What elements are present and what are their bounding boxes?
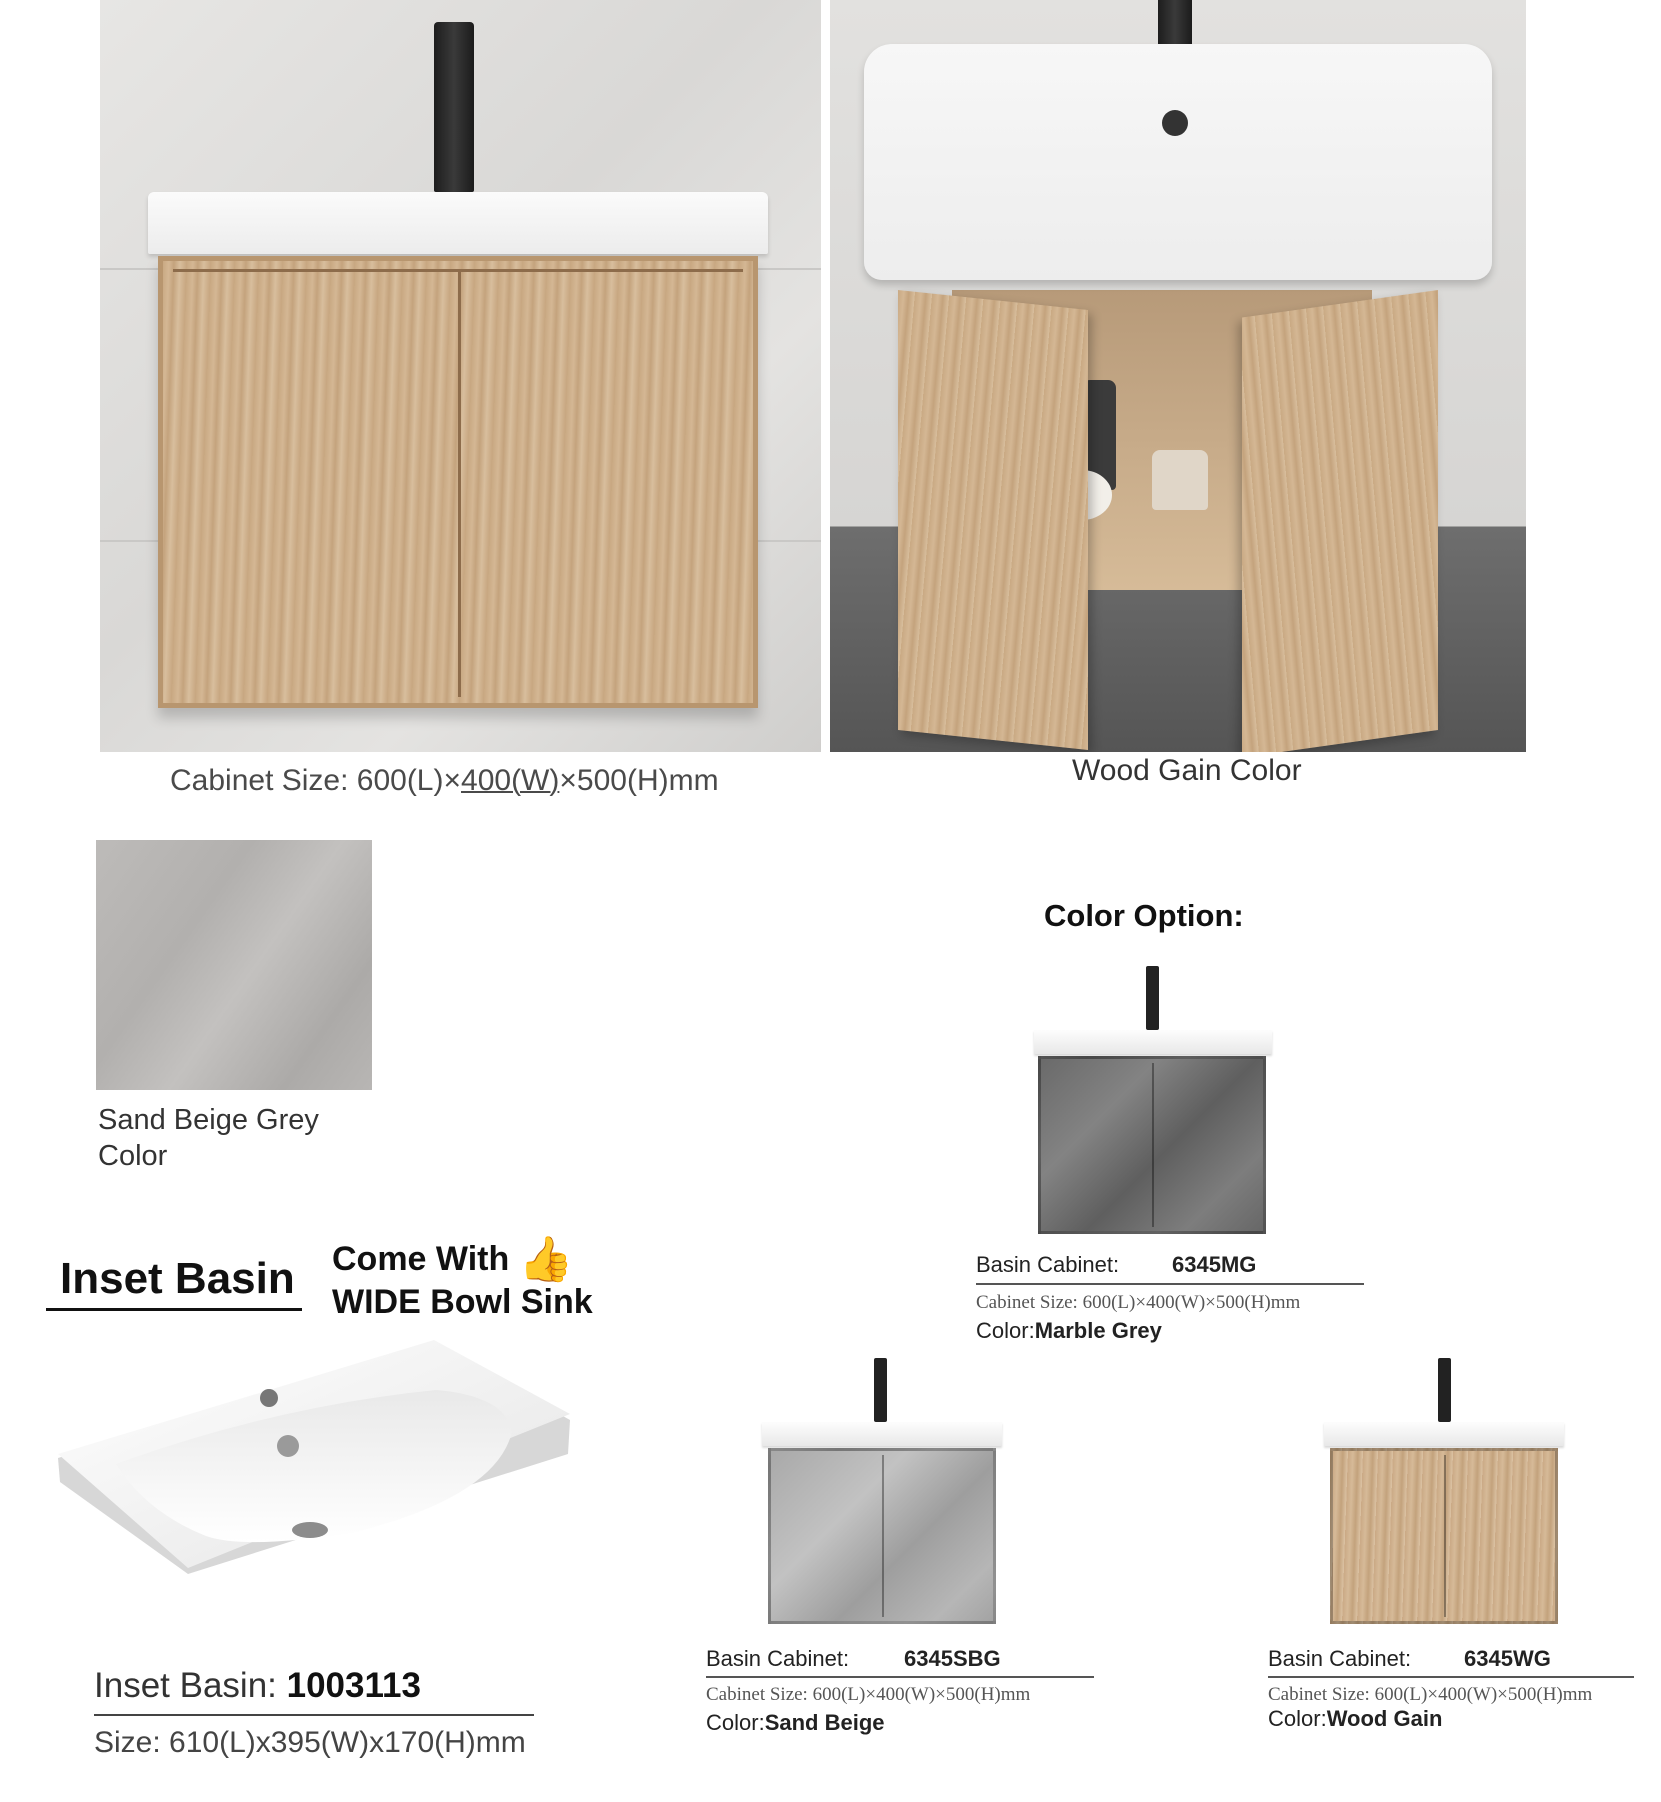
swatch-label [98, 1102, 319, 1174]
color-swatch-sand-beige-grey [96, 840, 372, 1090]
jar [1152, 450, 1208, 510]
swatch-label-line: Sand Beige Grey [98, 1104, 319, 1136]
faucet [1146, 966, 1159, 1030]
hero-color-caption: Wood Gain Color [1072, 754, 1302, 787]
cabinet-door-split [882, 1455, 884, 1617]
spec-divider [976, 1283, 1364, 1285]
open-door-left [898, 290, 1088, 750]
inset-divider [94, 1714, 534, 1716]
come-with-note [332, 1235, 593, 1323]
hero-photo-open-cabinet [830, 0, 1526, 752]
hero-size-caption-part: Cabinet Size: 600(L)× [170, 764, 462, 797]
spec-size: Cabinet Size: 600(L)×400(W)×500(H)mm [706, 1684, 1031, 1705]
spec-size: Cabinet Size: 600(L)×400(W)×500(H)mm [976, 1292, 1301, 1313]
spec-color-label: Color: [706, 1710, 765, 1735]
spec-color [976, 1318, 1162, 1344]
inset-title-underline [46, 1308, 302, 1311]
swatch-label-line: Color [98, 1140, 168, 1172]
inset-code-label: Inset Basin: [94, 1666, 277, 1705]
drain-icon [1162, 110, 1188, 136]
come-with-line [332, 1235, 593, 1284]
basin-top [1324, 1422, 1564, 1446]
open-door-right [1242, 290, 1438, 752]
inset-code-line [94, 1666, 421, 1706]
basin-top [864, 44, 1492, 280]
cabinet-body [768, 1448, 996, 1624]
cabinet-door-split [1444, 1455, 1446, 1617]
product-thumb-sand-beige[interactable] [762, 1356, 1004, 1624]
spec-color-name: Sand Beige [764, 1710, 885, 1735]
cabinet-body [1038, 1056, 1266, 1234]
spec-label-text: Basin Cabinet: [706, 1646, 850, 1671]
come-with-text: Come With [332, 1240, 510, 1278]
spec-divider [1268, 1676, 1634, 1678]
spec-label [976, 1252, 1257, 1278]
product-code: 6345MG [1172, 1252, 1257, 1277]
inset-basin-photo [56, 1336, 570, 1574]
color-option-title: Color Option: [1044, 898, 1244, 933]
spec-size: Cabinet Size: 600(L)×400(W)×500(H)mm [1268, 1684, 1593, 1705]
inset-size: Size: 610(L)x395(W)x170(H)mm [94, 1726, 526, 1759]
spec-divider [706, 1676, 1094, 1678]
spec-label [706, 1646, 1001, 1672]
product-code: 6345SBG [904, 1646, 1001, 1671]
hero-size-caption-part: 400(W) [461, 764, 560, 797]
hero-size-caption-part: ×500(H)mm [559, 764, 719, 797]
basin-top [1034, 1030, 1272, 1054]
basin-top [148, 192, 768, 254]
faucet [434, 22, 474, 192]
hero-photo-closed-cabinet [100, 0, 821, 752]
spec-color [706, 1710, 885, 1736]
spec-color [1268, 1706, 1442, 1732]
spec-color-name: Marble Grey [1034, 1318, 1162, 1343]
spec-label [1268, 1646, 1551, 1672]
product-thumb-marble-grey[interactable] [1030, 964, 1270, 1234]
spec-color-label: Color: [1268, 1706, 1327, 1731]
faucet [874, 1358, 887, 1422]
spec-label-text: Basin Cabinet: [976, 1252, 1120, 1277]
hero-size-caption [170, 764, 719, 798]
cabinet-body [1330, 1448, 1558, 1624]
faucet [1438, 1358, 1451, 1422]
wood-cabinet [158, 256, 758, 708]
product-code: 6345WG [1464, 1646, 1551, 1671]
cabinet-door-split [1152, 1063, 1154, 1227]
spec-label-text: Basin Cabinet: [1268, 1646, 1412, 1671]
basin-top [762, 1422, 1002, 1446]
come-with-line: WIDE Bowl Sink [332, 1283, 593, 1321]
spec-color-label: Color: [976, 1318, 1035, 1343]
thumbs-up-icon: 👍 [518, 1235, 574, 1284]
inset-basin-title: Inset Basin [60, 1254, 295, 1303]
spec-color-name: Wood Gain [1326, 1706, 1443, 1731]
cabinet-door-split [458, 271, 461, 697]
inset-code: 1003113 [286, 1666, 421, 1705]
product-thumb-wood-gain[interactable] [1324, 1356, 1566, 1624]
